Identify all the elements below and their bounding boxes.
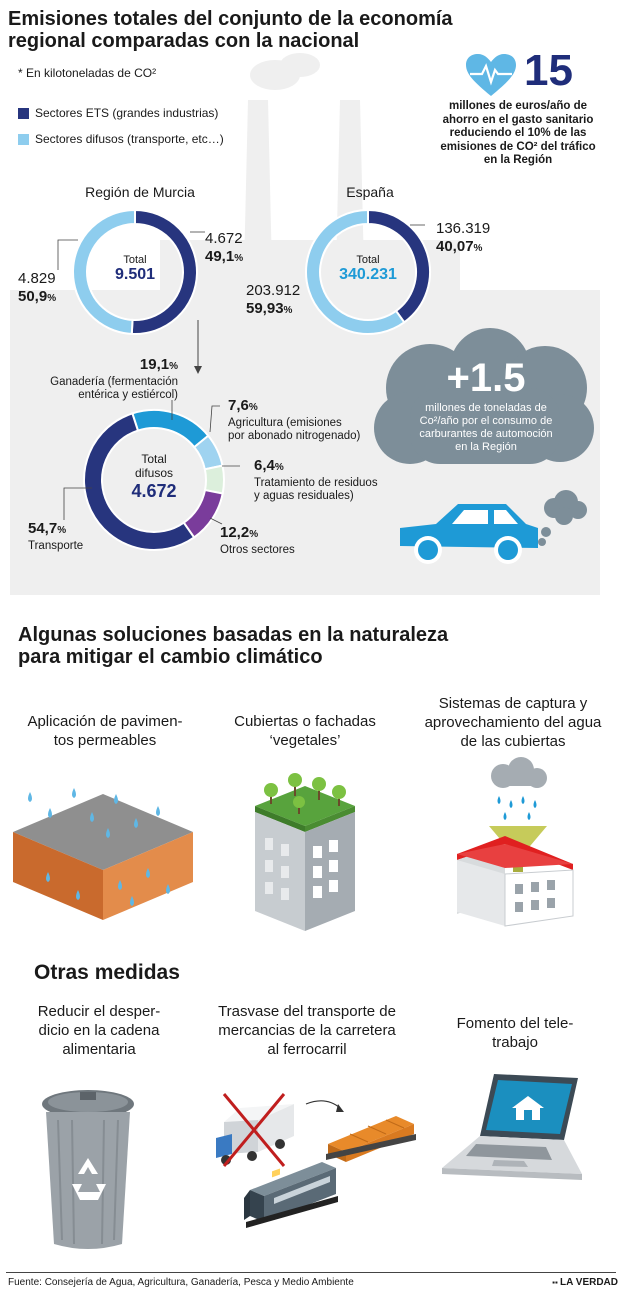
agricultura-pct: 7,6 bbox=[228, 397, 249, 414]
footer-brand bbox=[534, 1277, 618, 1288]
murcia-ets-pct: 50,9 bbox=[18, 288, 48, 305]
health-text-line: en la Región bbox=[483, 154, 553, 166]
health-text-line: millones de euros/año de bbox=[448, 100, 588, 112]
measure-title-line: al ferrocarril bbox=[267, 1041, 347, 1058]
difusos-label-otros bbox=[220, 524, 360, 557]
solution-title-pavement bbox=[10, 712, 200, 750]
murcia-chart-title: Región de Murcia bbox=[85, 184, 195, 200]
solution-title-line: ‘vegetales’ bbox=[269, 732, 341, 749]
cloud-text-line: carburantes de automoción bbox=[419, 428, 553, 440]
health-text-line: ahorro en el gasto sanitario bbox=[442, 113, 594, 126]
pct-symbol: % bbox=[249, 529, 259, 540]
cloud-text-line: Co²/año por el consumo de bbox=[419, 415, 553, 427]
difusos-center-value: 4.672 bbox=[131, 481, 177, 501]
cloud-text-line: en la Región bbox=[455, 441, 517, 453]
pct-symbol: % bbox=[473, 243, 483, 254]
murcia-ets-value: 4.829 bbox=[18, 270, 56, 287]
solution-title-green-roof bbox=[215, 712, 395, 750]
footer-source: Fuente: Consejería de Agua, Agricultura, Ganadería, Pesca y Medio Ambiente bbox=[8, 1277, 354, 1288]
spain-difusos-value: 203.912 bbox=[246, 282, 301, 299]
ganaderia-name-line: entérica y estiércol) bbox=[78, 389, 178, 401]
solution-title-line: aprovechamiento del agua bbox=[424, 714, 602, 731]
laptop-home-icon bbox=[436, 1070, 586, 1190]
otros-name: Otros sectores bbox=[220, 544, 295, 556]
title-line-1: Emisiones totales del conjunto de la economía bbox=[8, 8, 453, 30]
measure-title-line: Trasvase del transporte de bbox=[218, 1003, 396, 1020]
rainwater-capture-icon bbox=[445, 756, 585, 931]
pct-symbol: % bbox=[47, 293, 57, 304]
brand-mark-icon: ▪▪ bbox=[552, 1278, 561, 1287]
other-measures-title: Otras medidas bbox=[34, 961, 180, 984]
solutions-title-line: para mitigar el cambio climático bbox=[18, 646, 323, 668]
difusos-center-label-line: difusos bbox=[134, 466, 174, 480]
green-roof-building-icon bbox=[245, 766, 365, 936]
brand-name: LA VERDAD bbox=[560, 1277, 618, 1288]
legend-label-ets: Sectores ETS (grandes industrias) bbox=[35, 106, 219, 120]
murcia-center-value: 9.501 bbox=[114, 266, 156, 283]
spain-ets-pct: 40,07 bbox=[436, 238, 474, 255]
murcia-difusos-pct: 49,1 bbox=[205, 248, 235, 265]
solutions-title bbox=[18, 624, 618, 668]
measure-title-line: Reducir el desper- bbox=[37, 1003, 161, 1020]
transporte-name: Transporte bbox=[28, 540, 84, 552]
pct-symbol: % bbox=[57, 525, 67, 536]
agricultura-name-line: por abonado nitrogenado) bbox=[228, 430, 361, 442]
transporte-pct: 54,7 bbox=[28, 520, 58, 537]
murcia-center-label: Total bbox=[123, 254, 147, 266]
solution-title-water-capture bbox=[408, 694, 618, 751]
measure-title-line: alimentaria bbox=[62, 1041, 136, 1058]
difusos-label-agricultura bbox=[228, 397, 378, 443]
solutions-title-line: Algunas soluciones basadas en la naturaleza bbox=[18, 624, 449, 646]
legend-label-difusos: Sectores difusos (transporte, etc…) bbox=[35, 132, 224, 146]
pct-symbol: % bbox=[234, 253, 244, 264]
solution-title-line: Sistemas de captura y bbox=[438, 695, 588, 712]
pct-symbol: % bbox=[169, 361, 178, 372]
residuos-name-line: y aguas residuales) bbox=[254, 490, 354, 502]
measure-title-line: Fomento del tele- bbox=[456, 1015, 574, 1032]
pct-symbol: % bbox=[274, 462, 284, 473]
spain-center-label: Total bbox=[356, 254, 380, 266]
spain-ets-value: 136.319 bbox=[436, 220, 491, 237]
ganaderia-pct: 19,1 bbox=[139, 356, 170, 373]
health-text-line: emisiones de CO² del tráfico bbox=[440, 140, 596, 153]
agricultura-name-line: Agricultura (emisiones bbox=[228, 417, 342, 429]
residuos-name-line: Tratamiento de residuos bbox=[254, 477, 378, 489]
health-number: 15 bbox=[524, 46, 573, 95]
permeable-pavement-icon bbox=[8, 772, 198, 922]
otros-pct: 12,2 bbox=[220, 524, 250, 541]
pct-symbol: % bbox=[283, 305, 293, 316]
cloud-text-line: millones de toneladas de bbox=[425, 402, 547, 414]
solution-title-line: Cubiertas o fachadas bbox=[234, 713, 376, 730]
footer-divider bbox=[6, 1272, 616, 1273]
title-line-2: regional comparadas con la nacional bbox=[8, 30, 360, 52]
measure-title-line: trabajo bbox=[492, 1034, 538, 1051]
health-text-line: reduciendo el 10% de las bbox=[449, 127, 587, 139]
difusos-center-label-line: Total bbox=[141, 452, 167, 466]
measure-title-line: mercancias de la carretera bbox=[218, 1022, 396, 1039]
ganaderia-name-line: Ganadería (fermentación bbox=[50, 376, 178, 388]
measure-title-rail-transport bbox=[200, 1002, 414, 1059]
truck-to-train-icon bbox=[210, 1090, 430, 1240]
murcia-difusos-value: 4.672 bbox=[205, 230, 243, 247]
solution-title-line: tos permeables bbox=[53, 732, 157, 749]
measure-title-line: dicio en la cadena bbox=[38, 1022, 160, 1039]
difusos-label-ganaderia bbox=[28, 356, 188, 402]
solution-title-line: Aplicación de pavimen- bbox=[27, 713, 183, 730]
spain-center-value: 340.231 bbox=[339, 266, 397, 283]
spain-difusos-pct: 59,93 bbox=[246, 300, 284, 317]
recycling-bin-icon bbox=[38, 1084, 138, 1254]
difusos-label-transporte bbox=[28, 520, 138, 553]
unit-note: * En kilotoneladas de CO² bbox=[18, 66, 157, 80]
pct-symbol: % bbox=[248, 402, 258, 413]
cloud-number: +1.5 bbox=[446, 356, 526, 400]
difusos-label-residuos bbox=[254, 457, 404, 503]
difusos-leader-lines bbox=[0, 0, 622, 600]
spain-chart-title: España bbox=[346, 184, 394, 200]
residuos-pct: 6,4 bbox=[254, 457, 275, 474]
measure-title-telework bbox=[430, 1014, 600, 1052]
measure-title-food-waste bbox=[14, 1002, 184, 1059]
solution-title-line: de las cubiertas bbox=[460, 733, 566, 750]
